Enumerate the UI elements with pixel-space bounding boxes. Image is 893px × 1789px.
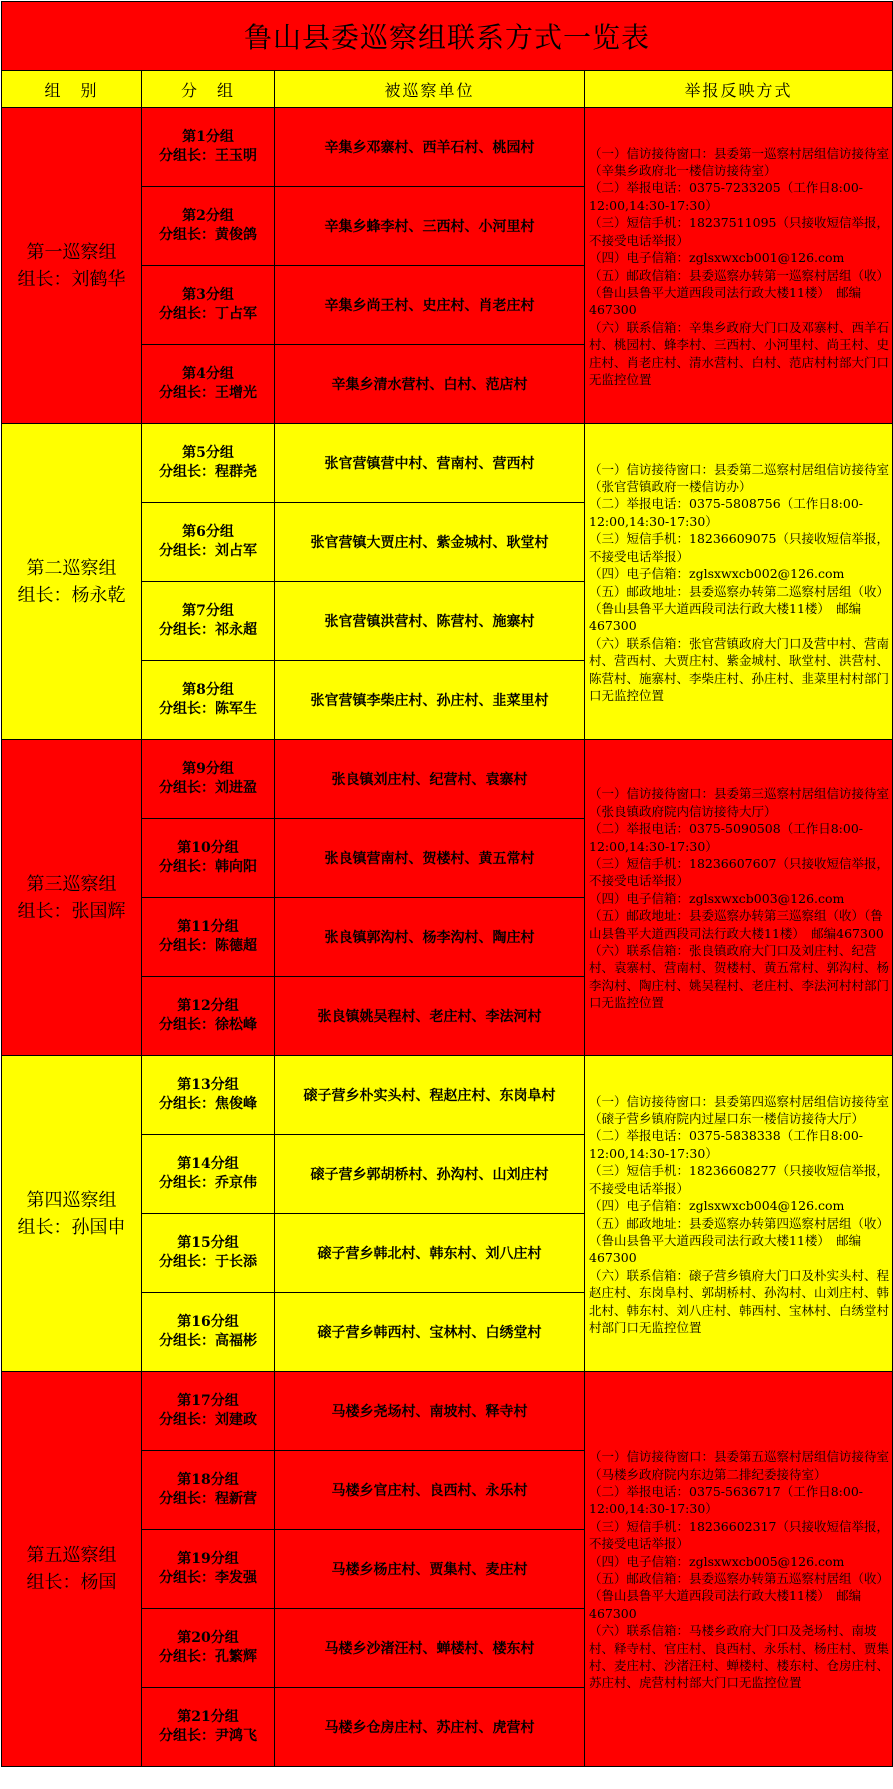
subgroup-cell [142,582,275,661]
report-cell [585,424,893,740]
group-name: 第四巡察组 [26,1189,117,1211]
report-line: （一）信访接待窗口：县委第四巡察村居组信访接待室（磙子营乡镇府院内过屋口东一楼信访接待大厅） [589,1093,890,1127]
unit-cell: 辛集乡清水营村、白村、范店村 [275,345,585,424]
report-line: （二）举报电话：0375-5636717（工作日8:00-12:00,14:30-17:30） [589,1483,863,1517]
unit-cell: 辛集乡蜂李村、三西村、小河里村 [275,187,585,266]
report-cell [585,1372,893,1767]
header-subgroup: 分 组 [142,71,275,108]
subgroup-cell [142,424,275,503]
subgroup-leader: 分组长：丁占军 [159,306,257,322]
group-name: 第三巡察组 [26,873,117,895]
unit-cell: 张良镇姚吴程村、老庄村、李法河村 [275,977,585,1056]
report-line: （四）电子信箱：zglsxwxcb002@126.com [589,566,845,582]
subgroup-cell [142,898,275,977]
contact-sheet [1,1,892,1787]
subgroup-leader: 分组长：孔繁辉 [159,1649,257,1665]
subgroup-label: 第21分组 [177,1709,239,1725]
group-cell [2,424,142,740]
group-cell [2,108,142,424]
report-line: （六）联系信箱：磙子营乡镇府大门口及朴实头村、程赵庄村、东岗阜村、郭胡桥村、孙沟村、山刘庄村、韩北村、韩东村、刘八庄村、韩西村、宝林村、白绣堂村村部门口无监控位置 [589,1267,890,1335]
report-cell [585,108,893,424]
subgroup-label: 第11分组 [177,919,239,935]
subgroup-label: 第19分组 [177,1551,239,1567]
subgroup-leader: 分组长：陈军生 [159,701,257,717]
unit-cell: 磙子营乡韩北村、韩东村、刘八庄村 [275,1214,585,1293]
subgroup-cell [142,740,275,819]
report-line: （一）信访接待窗口：县委第五巡察村居组信访接待室（马楼乡政府院内东边第二排纪委接待室） [589,1449,890,1482]
subgroup-leader: 分组长：程新营 [159,1491,257,1507]
subgroup-leader: 分组长：王增光 [159,385,257,401]
subgroup-cell [142,1056,275,1135]
subgroup-cell [142,266,275,345]
report-line: （四）电子信箱：zglsxwxcb005@126.com [589,1553,845,1569]
report-line: （六）联系信箱：马楼乡政府大门口及尧场村、南坡村、释寺村、官庄村、良西村、永乐村、杨庄村、贾集村、麦庄村、沙渚汪村、蝉楼村、楼东村、仓房庄村、苏庄村、虎营村村部大门口无监控位置 [589,1623,890,1691]
subgroup-cell [142,1688,275,1767]
table-header-row [2,71,893,108]
header-report: 举报反映方式 [585,71,893,108]
subgroup-label: 第9分组 [182,761,234,777]
subgroup-cell [142,1609,275,1688]
subgroup-label: 第2分组 [182,208,234,224]
report-line: （三）短信手机：18237511095（只接收短信举报，不接受电话举报） [589,215,889,248]
group-cell [2,740,142,1056]
subgroup-cell [142,503,275,582]
report-line: （一）信访接待窗口：县委第一巡察村居组信访接待室（辛集乡政府北一楼信访接待室） [589,145,890,179]
group-cell [2,1372,142,1767]
unit-cell: 马楼乡官庄村、良西村、永乐村 [275,1451,585,1530]
table-row [2,424,893,503]
subgroup-leader: 分组长：徐松峰 [159,1017,257,1033]
subgroup-leader: 分组长：李发强 [159,1570,257,1586]
group-leader: 组长：杨国 [26,1572,117,1593]
group-name: 第五巡察组 [26,1545,117,1566]
subgroup-cell [142,187,275,266]
subgroup-leader: 分组长：韩向阳 [159,859,257,875]
subgroup-leader: 分组长：刘建政 [159,1412,257,1428]
subgroup-leader: 分组长：祁永超 [159,622,257,638]
report-line: （三）短信手机：18236608277（只接收短信举报，不接受电话举报） [589,1163,889,1196]
unit-cell: 张官营镇洪营村、陈营村、施寨村 [275,582,585,661]
subgroup-label: 第12分组 [177,998,239,1014]
group-name: 第一巡察组 [26,241,117,263]
unit-cell: 马楼乡仓房庄村、苏庄村、虎营村 [275,1688,585,1767]
subgroup-leader: 分组长：刘占军 [159,543,257,559]
subgroup-cell [142,819,275,898]
report-line: （六）联系信箱：张良镇政府大门口及刘庄村、纪营村、袁寨村、营南村、贺楼村、黄五常村、郭沟村、杨李沟村、陶庄村、姚吴程村、老庄村、李法河村村部门口无监控位置 [589,943,890,1011]
report-line: （四）电子信箱：zglsxwxcb001@126.com [589,250,845,266]
table-row [2,740,893,819]
report-line: （二）举报电话：0375-7233205（工作日8:00-12:00,14:30-17:30） [589,180,863,213]
subgroup-cell [142,108,275,187]
report-line: （一）信访接待窗口：县委第二巡察村居组信访接待室（张官营镇政府一楼信访办） [589,461,890,495]
subgroup-leader: 分组长：王玉明 [159,148,257,164]
unit-cell: 辛集乡邓寨村、西羊石村、桃园村 [275,108,585,187]
subgroup-label: 第20分组 [177,1630,239,1646]
subgroup-cell [142,977,275,1056]
unit-cell: 张良镇营南村、贺楼村、黄五常村 [275,819,585,898]
subgroup-label: 第13分组 [177,1077,239,1093]
report-line: （五）邮政信箱：县委巡察办转第五巡察村居组（收）（鲁山县鲁平大道西段司法行政大楼11楼） 邮编467300 [589,1571,890,1621]
unit-cell: 马楼乡尧场村、南坡村、释寺村 [275,1372,585,1451]
group-name: 第二巡察组 [26,557,117,579]
subgroup-cell [142,661,275,740]
subgroup-label: 第6分组 [182,524,234,540]
unit-cell: 磙子营乡韩西村、宝林村、白绣堂村 [275,1293,585,1372]
header-unit: 被巡察单位 [275,71,585,108]
subgroup-leader: 分组长：刘进盈 [159,780,257,796]
group-leader: 组长：孙国申 [17,1216,126,1238]
group-leader: 组长：杨永乾 [17,584,126,606]
subgroup-label: 第3分组 [182,287,234,303]
report-line: （三）短信手机：18236609075（只接收短信举报，不接受电话举报） [589,531,889,564]
report-line: （五）邮政地址：县委巡察办转第三巡察组（收）（鲁山县鲁平大道西段司法行政大楼11楼） 邮编467300 [589,908,884,941]
report-cell [585,1056,893,1372]
subgroup-leader: 分组长：于长添 [159,1254,257,1270]
unit-cell: 张良镇郭沟村、杨李沟村、陶庄村 [275,898,585,977]
subgroup-leader: 分组长：程群尧 [159,464,257,480]
contact-table [1,1,893,1767]
unit-cell: 磙子营乡郭胡桥村、孙沟村、山刘庄村 [275,1135,585,1214]
unit-cell: 张官营镇营中村、营南村、营西村 [275,424,585,503]
group-leader: 组长：张国辉 [17,900,126,922]
subgroup-label: 第8分组 [182,682,234,698]
subgroup-leader: 分组长：黄俊鸽 [159,227,257,243]
header-group: 组 别 [2,71,142,108]
subgroup-label: 第4分组 [182,366,234,382]
table-row [2,1372,893,1451]
subgroup-leader: 分组长：尹鸿飞 [159,1728,257,1744]
subgroup-label: 第1分组 [182,129,234,145]
unit-cell: 张官营镇大贾庄村、紫金城村、耿堂村 [275,503,585,582]
subgroup-label: 第18分组 [177,1472,239,1488]
report-line: （五）邮政地址：县委巡察办转第四巡察村居组（收）（鲁山县鲁平大道西段司法行政大楼11楼） 邮编467300 [589,1215,890,1266]
report-line: （六）联系信箱：辛集乡政府大门口及邓寨村、西羊石村、桃园村、蜂李村、三西村、小河里村、尚王村、史庄村、肖老庄村、清水营村、白村、范店村村部大门口无监控位置 [589,319,890,387]
subgroup-label: 第7分组 [182,603,234,619]
report-line: （五）邮政信箱：县委巡察办转第一巡察村居组（收）（鲁山县鲁平大道西段司法行政大楼11楼） 邮编467300 [589,267,890,318]
subgroup-cell [142,1530,275,1609]
subgroup-cell [142,1135,275,1214]
subgroup-leader: 分组长：乔京伟 [159,1175,257,1191]
subgroup-label: 第5分组 [182,445,234,461]
unit-cell: 马楼乡沙渚汪村、蝉楼村、楼东村 [275,1609,585,1688]
report-line: （五）邮政地址：县委巡察办转第二巡察村居组（收）（鲁山县鲁平大道西段司法行政大楼11楼） 邮编467300 [589,583,890,634]
subgroup-cell [142,1214,275,1293]
unit-cell: 磙子营乡朴实头村、程赵庄村、东岗阜村 [275,1056,585,1135]
subgroup-cell [142,1372,275,1451]
report-line: （二）举报电话：0375-5838338（工作日8:00-12:00,14:30-17:30） [589,1128,863,1161]
unit-cell: 张官营镇李柴庄村、孙庄村、韭菜里村 [275,661,585,740]
subgroup-label: 第10分组 [177,840,239,856]
report-cell [585,740,893,1056]
group-cell [2,1056,142,1372]
table-row [2,1056,893,1135]
report-line: （二）举报电话：0375-5808756（工作日8:00-12:00,14:30-17:30） [589,496,863,529]
unit-cell: 辛集乡尚王村、史庄村、肖老庄村 [275,266,585,345]
report-line: （一）信访接待窗口：县委第三巡察村居组信访接待室（张良镇政府院内信访接待大厅） [589,786,890,819]
report-line: （三）短信手机：18236607607（只接收短信举报，不接受电话举报） [589,855,889,889]
subgroup-cell [142,345,275,424]
report-line: （四）电子信箱：zglsxwxcb004@126.com [589,1198,845,1214]
subgroup-cell [142,1293,275,1372]
subgroup-label: 第16分组 [177,1314,239,1330]
subgroup-label: 第17分组 [177,1393,239,1409]
subgroup-leader: 分组长：陈德超 [159,938,257,954]
report-line: （四）电子信箱：zglsxwxcb003@126.com [589,890,845,906]
group-leader: 组长：刘鹤华 [17,268,126,290]
subgroup-cell [142,1451,275,1530]
report-line: （二）举报电话：0375-5090508（工作日8:00-12:00,14:30-17:30） [589,821,863,854]
report-line: （三）短信手机：18236602317（只接收短信举报，不接受电话举报） [589,1518,889,1552]
unit-cell: 张良镇刘庄村、纪营村、袁寨村 [275,740,585,819]
subgroup-leader: 分组长：高福彬 [159,1333,257,1349]
subgroup-label: 第14分组 [177,1156,239,1172]
subgroup-label: 第15分组 [177,1235,239,1251]
page-title: 鲁山县委巡察组联系方式一览表 [2,2,893,71]
subgroup-leader: 分组长：焦俊峰 [159,1096,257,1112]
table-row [2,108,893,187]
unit-cell: 马楼乡杨庄村、贾集村、麦庄村 [275,1530,585,1609]
report-line: （六）联系信箱：张官营镇政府大门口及营中村、营南村、营西村、大贾庄村、紫金城村、耿堂村、洪营村、陈营村、施寨村、李柴庄村、孙庄村、韭菜里村村部门口无监控位置 [589,635,890,703]
